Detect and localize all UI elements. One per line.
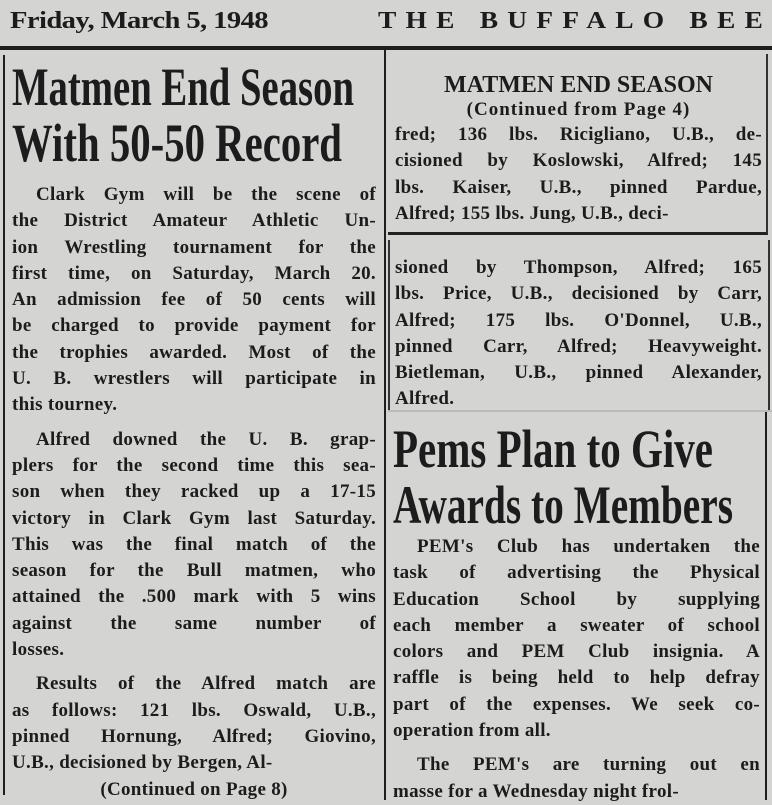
column-divider <box>384 50 386 800</box>
text-line: victory in Clark Gym last Saturday. <box>12 507 376 529</box>
text-line: losses. <box>12 639 65 661</box>
text-line: as follows: 121 lbs. Oswald, U.B., <box>12 699 376 721</box>
pems-headline-line-2: Awards to Members <box>393 475 733 535</box>
text-line: Alfred; 175 lbs. O'Donnel, U.B., <box>395 309 762 331</box>
text-line: PEM's Club has undertaken the <box>417 536 760 557</box>
text-line: pinned Carr, Alfred; Heavyweight. <box>395 335 762 357</box>
left-border <box>3 55 5 795</box>
article-matmen-continued <box>395 72 762 227</box>
text-line: the District Amateur Athletic Un- <box>12 210 376 232</box>
text-line: lbs. Kaiser, U.B., pinned Pardue, <box>395 176 762 198</box>
text-line: An admission fee of 50 cents will <box>12 289 376 311</box>
text-line: task of advertising the Physical <box>393 562 760 584</box>
headline-line-1: Matmen End Season <box>12 57 354 117</box>
text-line: U.B., decisioned by Bergen, Al- <box>12 752 273 774</box>
text-line: Alfred downed the U. B. grap- <box>36 428 376 450</box>
article-matmen <box>12 57 376 803</box>
text-line: lbs. Price, U.B., decisioned by Carr, <box>395 283 762 305</box>
newspaper-name: THE BUFFALO BEE <box>378 8 772 34</box>
text-line: Bietleman, U.B., pinned Alexander, <box>395 362 762 384</box>
section-separator <box>388 410 772 412</box>
continued-lines-bottom <box>395 255 762 413</box>
text-line: be charged to provide payment for <box>12 315 376 337</box>
text-line: raffle is being held to help defray <box>393 667 760 689</box>
text-line: part of the expenses. We seek co- <box>393 693 760 715</box>
text-line: plers for the second time this sea- <box>12 454 376 476</box>
text-line: This was the final match of the <box>12 533 376 555</box>
text-line: fred; 136 lbs. Ricigliano, U.B., de- <box>395 124 762 145</box>
text-line: U. B. wrestlers will participate in <box>12 368 376 390</box>
right-border <box>765 412 767 800</box>
text-line: Alfred; 155 lbs. Jung, U.B., deci- <box>395 202 669 224</box>
issue-date: Friday, March 5, 1948 <box>10 8 268 34</box>
pems-headline-line-1: Pems Plan to Give <box>393 419 713 479</box>
text-line: the trophies awarded. Most of the <box>12 341 376 363</box>
text-line: operation from all. <box>393 720 551 742</box>
text-line: each member a sweater of school <box>393 614 760 636</box>
text-line: this tourney. <box>12 394 118 416</box>
text-line: colors and PEM Club insignia. A <box>393 641 760 663</box>
text-line: cisioned by Koslowski, Alfred; 145 <box>395 150 762 172</box>
text-line: Education School by supplying <box>393 588 760 610</box>
text-line: season for the Bull matmen, who <box>12 560 376 582</box>
text-line: against the same number of <box>12 612 376 634</box>
continued-headline: MATMEN END SEASON <box>444 72 713 98</box>
article-pems <box>393 419 760 805</box>
text-line: Clark Gym will be the scene of <box>36 184 376 205</box>
text-line: masse for a Wednesday night frol- <box>393 780 679 802</box>
headline-line-2: With 50-50 Record <box>12 113 342 173</box>
text-line: The PEM's are turning out en <box>417 754 760 776</box>
text-line: attained the .500 mark with 5 wins <box>12 586 376 608</box>
text-line: Alfred. <box>395 388 455 410</box>
masthead-rule <box>0 46 772 50</box>
text-line: son when they racked up a 17-15 <box>12 481 376 503</box>
text-line: first time, on Saturday, March 20. <box>12 262 376 284</box>
text-line: sioned by Thompson, Alfred; 165 <box>395 257 762 278</box>
continuation-note: (Continued on Page 8) <box>100 778 288 800</box>
text-line: Results of the Alfred match are <box>36 673 376 695</box>
text-line: pinned Hornung, Alfred; Giovino, <box>12 725 376 747</box>
text-line: ion Wrestling tournament for the <box>12 236 376 258</box>
continued-subhead: (Continued from Page 4) <box>466 99 691 120</box>
